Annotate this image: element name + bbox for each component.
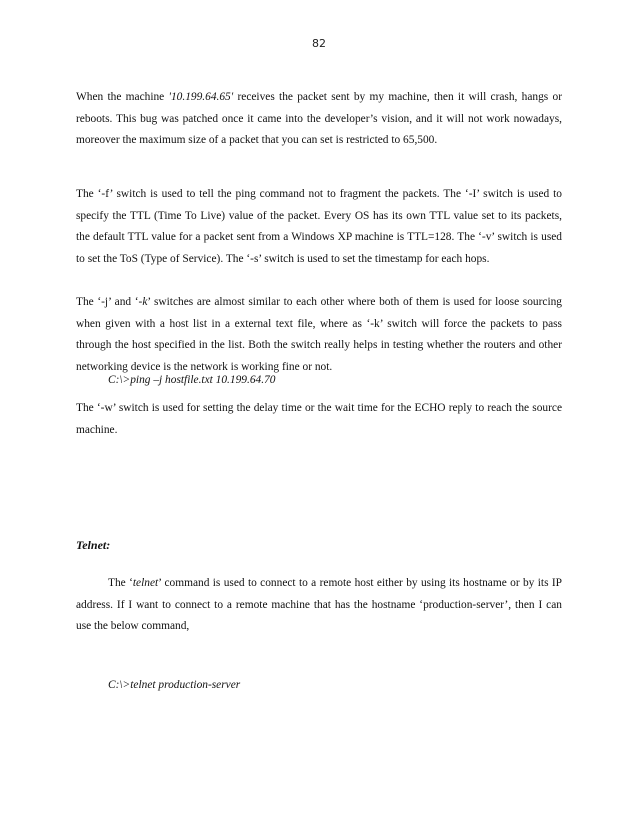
page-number: 82 bbox=[312, 37, 326, 50]
telnet-command-word: telnet bbox=[132, 577, 159, 589]
paragraph-loose-sourcing bbox=[76, 292, 562, 378]
command-telnet-example: C:\>telnet production-server bbox=[108, 679, 241, 691]
paragraph-wait-switch bbox=[76, 398, 562, 441]
paragraph-telnet bbox=[76, 573, 562, 638]
paragraph-text: ’ switches are almost similar to each other where both of them is used for loose sourcing when given with a host list in a external text file, where as ‘-k’ switch will force the packets to pass through the host specified in the list. Both the switch really helps in testing whether the routers and other networking device is the network is working fine or not. bbox=[76, 296, 562, 373]
paragraph-text: ’ command is used to connect to a remote host either by using its hostname or by its IP address. If I want to connect to a remote machine that has the hostname ‘production-server’, then I can use the below command, bbox=[76, 577, 562, 632]
paragraph-text: The ‘-f’ switch is used to tell the ping command not to fragment the packets. The ‘-I’ switch is used to specify the TTL (Time To Live) value of the packet. Every OS has its own TTL value set to its packets, the default TTL value for a packet sent from a Windows XP machine is TTL=128. The ‘-v’ switch is used to set the ToS (Type of Service). The ‘-s’ switch is used to set the timestamp for each hops. bbox=[76, 188, 562, 265]
paragraph-text: The ‘ bbox=[108, 577, 133, 589]
section-heading-telnet: Telnet: bbox=[76, 538, 111, 552]
ip-address: '10.199.64.65' bbox=[168, 91, 234, 103]
switch-k: k bbox=[142, 296, 148, 308]
paragraph-text: When the machine bbox=[76, 91, 169, 103]
paragraph-ping-switches bbox=[76, 184, 562, 270]
command-ping-example: C:\>ping –j hostfile.txt 10.199.64.70 bbox=[108, 374, 276, 386]
paragraph-text: receives the packet sent by my machine, then it will crash, hangs or reboots. This bug was patched once it came into the developer’s vision, and it will not work nowadays, moreover the maximum size of a packet that you can set is restricted to 65,500. bbox=[76, 91, 562, 146]
paragraph-text: The ‘-w’ switch is used for setting the delay time or the wait time for the ECHO reply to reach the source machine. bbox=[76, 402, 562, 436]
paragraph-ping-of-death bbox=[76, 87, 562, 152]
paragraph-text: The ‘-j’ and ‘- bbox=[76, 296, 143, 308]
